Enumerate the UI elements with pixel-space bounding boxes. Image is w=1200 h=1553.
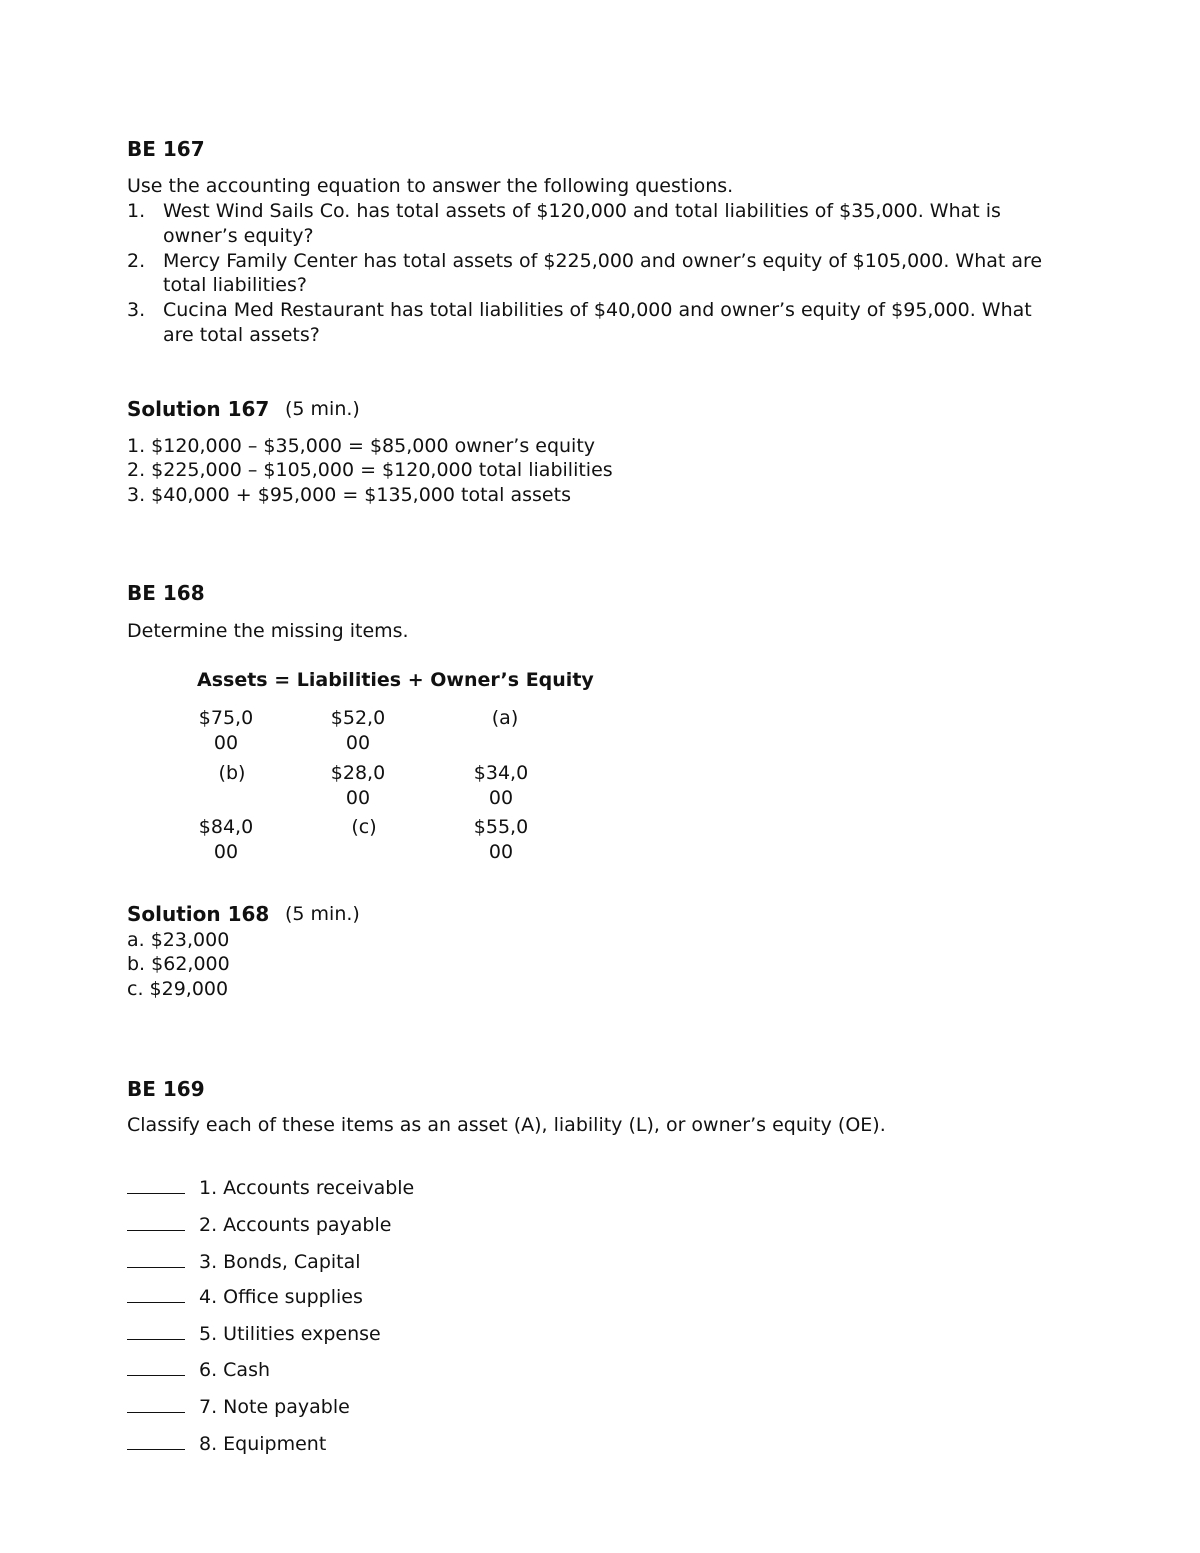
row2-liabilities bbox=[323, 761, 393, 811]
value-part: (c) bbox=[351, 816, 377, 838]
row2-assets bbox=[197, 761, 267, 786]
sol167-line-2: 2. $225,000 – $105,000 = $120,000 total liabilities bbox=[127, 459, 613, 481]
classify-item bbox=[127, 1431, 326, 1457]
sol167-line-3: 3. $40,000 + $95,000 = $135,000 total assets bbox=[127, 484, 571, 506]
item-label: 3. Bonds, Capital bbox=[199, 1251, 361, 1273]
row1-assets bbox=[191, 706, 261, 756]
item-label: 4. Office supplies bbox=[199, 1286, 363, 1308]
item-label: 2. Accounts payable bbox=[199, 1214, 392, 1236]
answer-blank[interactable] bbox=[127, 1284, 185, 1303]
item-label: 7. Note payable bbox=[199, 1396, 350, 1418]
value-part: 00 bbox=[488, 841, 514, 863]
row1-liabilities bbox=[323, 706, 393, 756]
value-part: $84,0 bbox=[198, 816, 254, 838]
be168-title: BE 168 bbox=[127, 581, 205, 605]
be167-title: BE 167 bbox=[127, 137, 205, 161]
value-part: $52,0 bbox=[330, 707, 386, 729]
value-part: 00 bbox=[345, 787, 371, 809]
answer-blank[interactable] bbox=[127, 1431, 185, 1450]
row3-liabilities bbox=[329, 815, 399, 840]
question-text: West Wind Sails Co. has total assets of $120,000 and total liabilities of $35,000. What is bbox=[163, 200, 1001, 222]
answer-blank[interactable] bbox=[127, 1321, 185, 1340]
answer-blank[interactable] bbox=[127, 1357, 185, 1376]
be167-question-3 bbox=[127, 298, 1032, 323]
value-part: 00 bbox=[213, 732, 239, 754]
answer-blank[interactable] bbox=[127, 1175, 185, 1194]
question-text: Cucina Med Restaurant has total liabilities of $40,000 and owner’s equity of $95,000. What bbox=[163, 299, 1032, 321]
item-label: 1. Accounts receivable bbox=[199, 1177, 415, 1199]
be167-intro: Use the accounting equation to answer the following questions. bbox=[127, 175, 734, 197]
value-part: (a) bbox=[491, 707, 519, 729]
be169-title: BE 169 bbox=[127, 1077, 205, 1101]
classify-item bbox=[127, 1284, 363, 1310]
question-number: 1. bbox=[127, 200, 146, 222]
value-part: $55,0 bbox=[473, 816, 529, 838]
answer-blank[interactable] bbox=[127, 1212, 185, 1231]
value-part: $28,0 bbox=[330, 762, 386, 784]
sol168-line-a: a. $23,000 bbox=[127, 929, 230, 951]
item-label: 8. Equipment bbox=[199, 1433, 327, 1455]
answer-blank[interactable] bbox=[127, 1249, 185, 1268]
item-label: 5. Utilities expense bbox=[199, 1323, 381, 1345]
answer-blank[interactable] bbox=[127, 1394, 185, 1413]
be167-question-1 bbox=[127, 199, 1001, 224]
row1-equity bbox=[470, 706, 540, 731]
classify-item bbox=[127, 1212, 391, 1238]
value-part: 00 bbox=[213, 841, 239, 863]
value-part: 00 bbox=[345, 732, 371, 754]
row2-equity bbox=[466, 761, 536, 811]
be167-question-2-cont: total liabilities? bbox=[163, 274, 307, 296]
equation-header: Assets = Liabilities + Owner’s Equity bbox=[197, 669, 594, 691]
row3-equity bbox=[466, 815, 536, 865]
item-label: 6. Cash bbox=[199, 1359, 271, 1381]
value-part: (b) bbox=[218, 762, 246, 784]
question-number: 3. bbox=[127, 299, 146, 321]
sol167-title: Solution 167 bbox=[127, 397, 270, 421]
sol167-line-1: 1. $120,000 – $35,000 = $85,000 owner’s equity bbox=[127, 435, 596, 457]
row3-assets bbox=[191, 815, 261, 865]
classify-item bbox=[127, 1357, 270, 1383]
sol168-title: Solution 168 bbox=[127, 902, 270, 926]
value-part: $75,0 bbox=[198, 707, 254, 729]
value-part: $34,0 bbox=[473, 762, 529, 784]
be167-question-1-cont: owner’s equity? bbox=[163, 225, 314, 247]
value-part: 00 bbox=[488, 787, 514, 809]
be167-question-3-cont: are total assets? bbox=[163, 324, 320, 346]
sol168-line-b: b. $62,000 bbox=[127, 953, 230, 975]
be167-question-2 bbox=[127, 249, 1042, 274]
classify-item bbox=[127, 1394, 350, 1420]
question-number: 2. bbox=[127, 250, 146, 272]
sol167-time: (5 min.) bbox=[285, 398, 360, 420]
sol168-line-c: c. $29,000 bbox=[127, 978, 229, 1000]
be169-intro: Classify each of these items as an asset (A), liability (L), or owner’s equity (OE). bbox=[127, 1114, 886, 1136]
be168-intro: Determine the missing items. bbox=[127, 620, 409, 642]
classify-item bbox=[127, 1249, 361, 1275]
sol168-time: (5 min.) bbox=[285, 903, 360, 925]
classify-item bbox=[127, 1321, 381, 1347]
classify-item bbox=[127, 1175, 414, 1201]
question-text: Mercy Family Center has total assets of $225,000 and owner’s equity of $105,000. What are bbox=[163, 250, 1043, 272]
